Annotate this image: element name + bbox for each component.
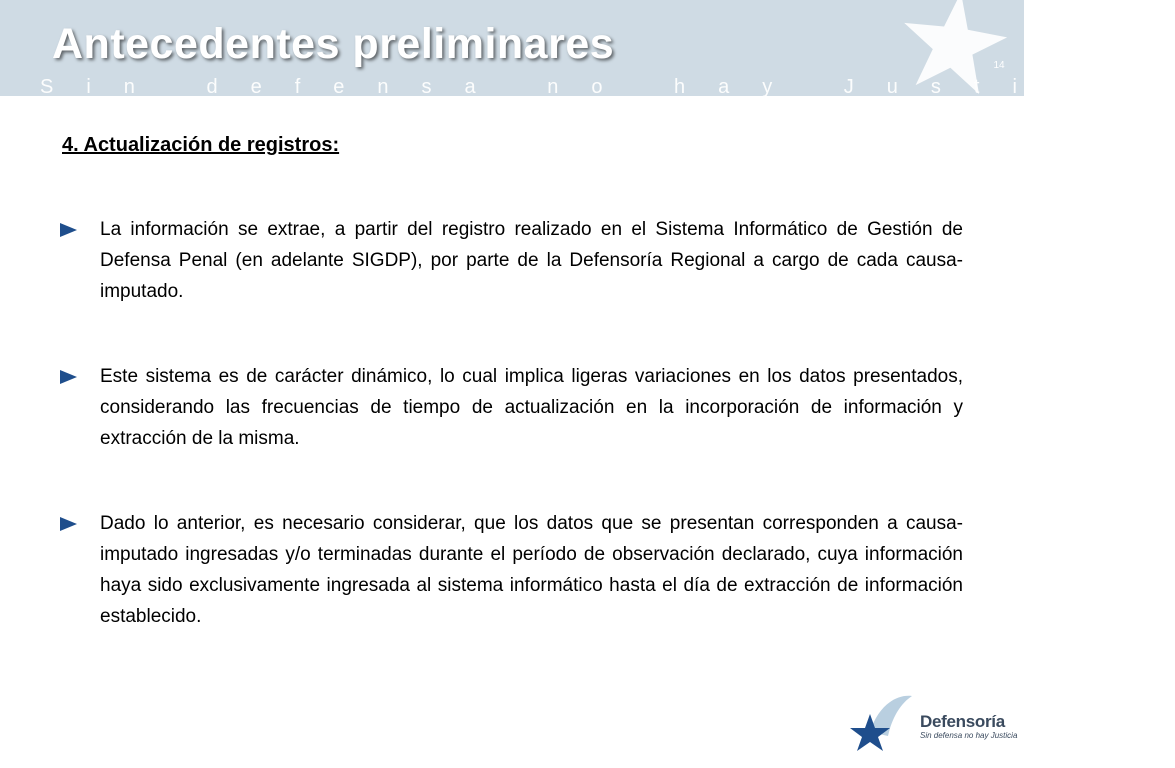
bullet-text: La información se extrae, a partir del registro realizado en el Sistema Informático de Gestión de Defensa Penal (en adelante SIGDP), por parte de la Defensoría Regional a cargo de cada causa-imputado. xyxy=(100,219,963,302)
slide-header xyxy=(0,0,1175,98)
bullet-item xyxy=(60,508,963,632)
logo-star-icon xyxy=(848,688,918,754)
section-heading: 4. Actualización de registros: xyxy=(62,134,340,156)
triangle-bullet-icon xyxy=(60,223,77,237)
logo-name: Defensoría xyxy=(920,712,1005,731)
bullet-list xyxy=(60,214,963,686)
bullet-text: Este sistema es de carácter dinámico, lo cual implica ligeras variaciones en los datos presentados, considerando las frecuencias de tiempo de actualización en la incorporación de información y extracción de la misma. xyxy=(100,366,963,449)
triangle-bullet-icon xyxy=(60,370,77,384)
slide-title: Antecedentes preliminares xyxy=(52,20,615,68)
logo-tagline: Sin defensa no hay Justicia xyxy=(920,731,1018,740)
bullet-text: Dado lo anterior, es necesario considerar, que los datos que se presentan corresponden a causa-imputado ingresadas y/o terminadas durante el período de observación declarado, cuya información haya sido exclusivamente ingresada al sistema informático hasta el día de extracción de información establecido. xyxy=(100,513,963,627)
bullet-item xyxy=(60,361,963,454)
bullet-item xyxy=(60,214,963,307)
header-tagline: Sin defensa no hay Justicia xyxy=(40,76,1175,98)
triangle-bullet-icon xyxy=(60,517,77,531)
defensoria-logo xyxy=(848,688,1018,754)
page-number: 14 xyxy=(993,60,1005,71)
